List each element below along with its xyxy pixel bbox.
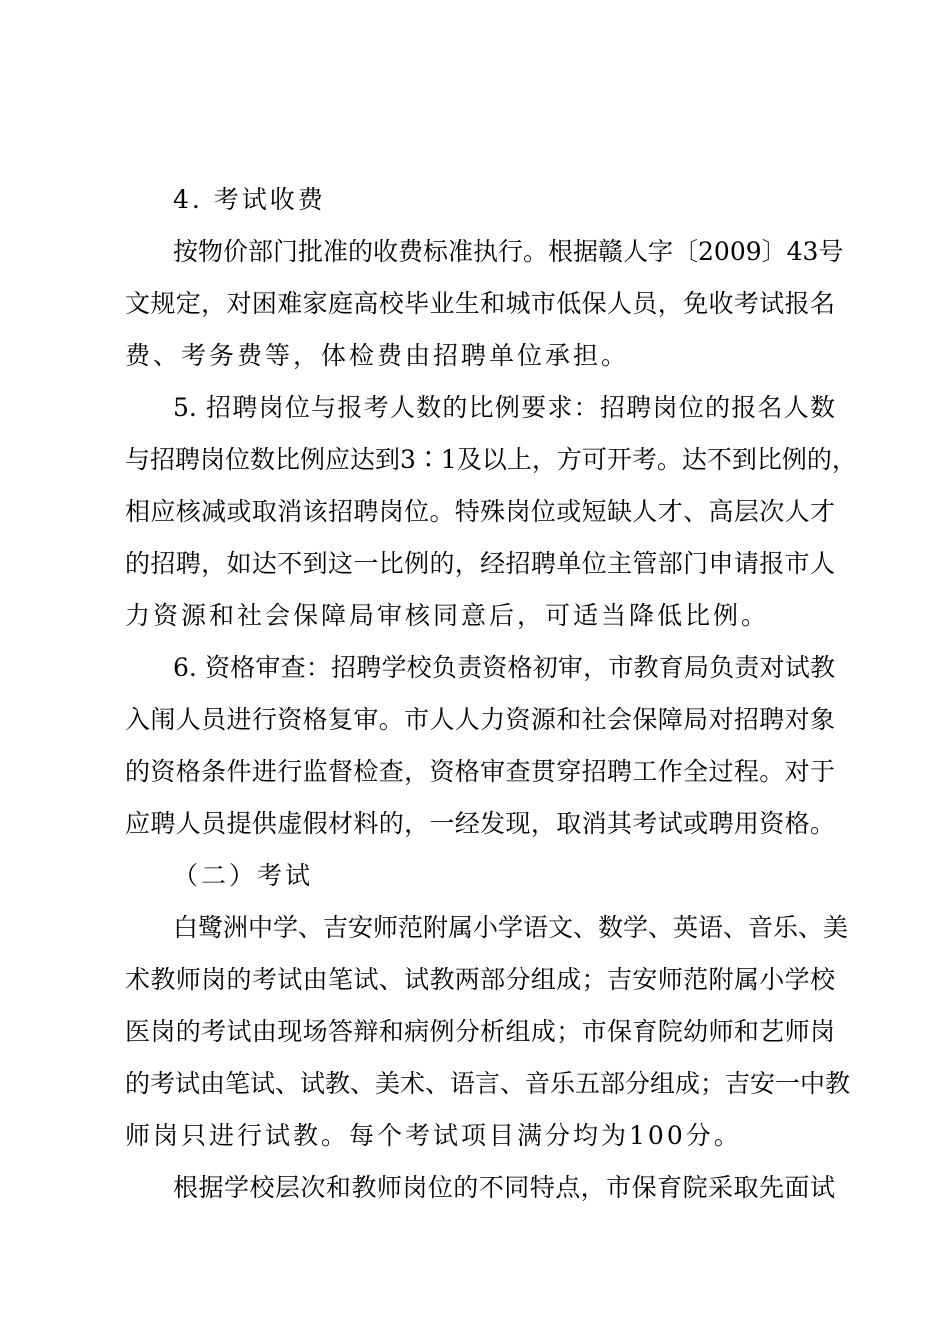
paragraph-line: 相应核减或取消该招聘岗位。特殊岗位或短缺人才、高层次人才 <box>125 497 835 526</box>
paragraph-line: 文规定，对困难家庭高校毕业生和城市低保人员，免收考试报名 <box>125 289 835 318</box>
paragraph-line: 的考试由笔试、试教、美术、语言、音乐五部分组成；吉安一中教 <box>125 1069 851 1098</box>
paragraph-line: 费、考务费等，体检费由招聘单位承担。 <box>125 341 630 370</box>
paragraph-line: 6. 资格审查：招聘学校负责资格初审，市教育局负责对试教 <box>173 653 835 682</box>
paragraph-line: 医岗的考试由现场答辩和病例分析组成；市保育院幼师和艺师岗 <box>125 1017 835 1046</box>
paragraph-line: 按物价部门批准的收费标准执行。根据赣人字〔2009〕43号 <box>173 237 844 266</box>
paragraph-line: 术教师岗的考试由笔试、试教两部分组成；吉安师范附属小学校 <box>125 965 835 994</box>
paragraph-line: 的资格条件进行监督检查，资格审查贯穿招聘工作全过程。对于 <box>125 757 835 786</box>
paragraph-line: 入闱人员进行资格复审。市人人力资源和社会保障局对招聘对象 <box>125 705 835 734</box>
section-heading-exam-fee: 4. 考试收费 <box>173 185 326 214</box>
paragraph-line: 白鹭洲中学、吉安师范附属小学语文、数学、英语、音乐、美 <box>173 913 849 942</box>
paragraph-line: 师岗只进行试教。每个考试项目满分均为100分。 <box>125 1121 742 1150</box>
paragraph-line: 力资源和社会保障局审核同意后，可适当降低比例。 <box>125 601 770 630</box>
paragraph-line: 与招聘岗位数比例应达到3∶1及以上，方可开考。达不到比例的， <box>125 445 857 474</box>
paragraph-line: 根据学校层次和教师岗位的不同特点，市保育院采取先面试 <box>173 1173 835 1202</box>
paragraph-line: 的招聘，如达不到这一比例的，经招聘单位主管部门申请报市人 <box>125 549 835 578</box>
section-heading-exam: （二）考试 <box>173 861 314 890</box>
paragraph-line: 应聘人员提供虚假材料的，一经发现，取消其考试或聘用资格。 <box>125 809 835 838</box>
paragraph-line: 5. 招聘岗位与报考人数的比例要求：招聘岗位的报名人数 <box>173 393 835 422</box>
